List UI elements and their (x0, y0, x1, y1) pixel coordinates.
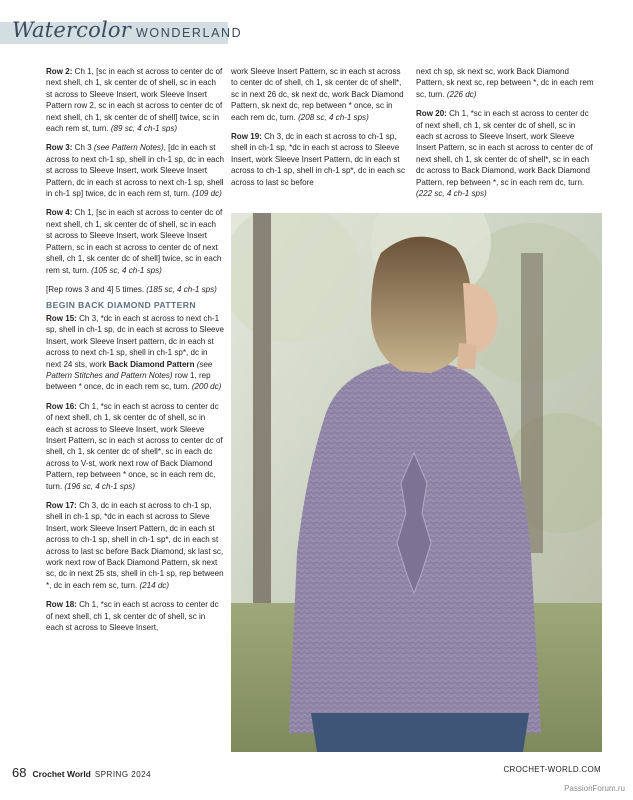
row-label: Row 4: (46, 208, 73, 218)
header-script-title: Watercolor (12, 18, 131, 42)
paragraph-row-15 (46, 313, 224, 393)
paragraph-row-19-cont (416, 66, 594, 100)
section-header (12, 18, 242, 46)
paragraph-row-20 (416, 108, 594, 199)
paragraph-repeat (46, 284, 224, 295)
stitch-count: (89 sc, 4 ch-1 sps) (110, 124, 178, 134)
row-label: Row 15: (46, 313, 77, 323)
paragraph-row-19 (231, 131, 407, 188)
row-label: Row 20: (416, 109, 447, 119)
stitch-count: (222 sc, 4 ch-1 sps) (416, 189, 487, 199)
stitch-count: (185 sc, 4 ch-1 sps) (146, 284, 217, 294)
paragraph-row-3 (46, 142, 224, 199)
note: (see Pattern Stitches and Pattern Notes) (46, 359, 213, 380)
row-text: next ch sp, sk next sc, work Back Diamond Pattern, sk next sc, rep between *, dc in each rem sc, turn. (416, 67, 594, 99)
row-text: Ch 3, dc in each st across to ch-1 sp, shell in ch-1 sp, *dc in each st across to Sleve Insert, work Sleeve Insert Pattern, dc in each st across to ch-1 sp, shell in ch-1 sp*, dc in each st across to last sc before Back Diamond, sk last sc, work next row of Back Diamond Pattern, sk next sc, dc in next 25 sts, shell in ch-1 sp, rep between *, dc in each rem sc, turn. (46, 501, 224, 590)
row-text: Ch 1, *sc in each st across to center dc of next shell, ch 1, sk center dc of shell, sc in each st across to Sleeve Insert, work Sleeve Insert Pattern, sc in each st across to center dc of next shell, ch 1, sk center dc of shell*, sc in each dc across to Back Diamond, work Back Diamond Pattern, rep between *, sc in each rem dc, turn. (416, 109, 593, 187)
stitch-count: (226 dc) (446, 89, 477, 99)
row-label: Row 2: (46, 67, 73, 76)
paragraph-row-17 (46, 500, 224, 591)
section-heading-back-diamond: BEGIN BACK DIAMOND PATTERN (46, 300, 196, 311)
header-caps-title: WONDERLAND (136, 26, 243, 40)
row-text: [Rep rows 3 and 4] 5 times. (46, 284, 147, 294)
stitch-count: (109 dc) (192, 189, 222, 199)
row-text: Ch 1, *sc in each st across to center dc of next shell, ch 1, sk center dc of shell, sc in each st across to Sleeve Insert, work Sleeve Insert Pattern, sc in each st across to center dc of shell, ch 1, sk center dc of shell*, sc in each dc across to V-st, work next row of Back Diamond Pattern, rep between * once, sc in each rem dc, turn. (46, 401, 223, 491)
row-label: Row 17: (46, 501, 77, 510)
watermark: PassionForum.ru (564, 784, 625, 793)
row-text: Ch 3, dc in each st across to ch-1 sp, shell in ch-1 sp, *dc in each st across to Sleeve Insert, work Sleeve Insert Pattern, dc in each st across to ch-1 sp, shell in ch-1 sp*, dc in each sc across to last sc before (231, 132, 405, 187)
row-text: Ch 3, *dc in each st across to next ch-1 sp, shell in ch-1 sp, dc in each st across to Sleeve Insert, work Sleeve Insert pattern, dc in each st across to next ch-1 sp, shell in ch-1 sp*, dc in next 24 sts, work (46, 313, 225, 369)
row-label: Row 3: (46, 143, 73, 153)
row-label: Row 19: (231, 132, 262, 142)
website-link: CROCHET-WORLD.COM (503, 765, 601, 774)
paragraph-row-18-cont (231, 66, 407, 123)
row-label: Row 16: (46, 401, 77, 411)
row-label: Row 18: (46, 600, 77, 610)
text-column-3 (416, 66, 594, 207)
row-text: work Sleeve Insert Pattern, sc in each st across to center dc of shell, ch 1, sk center dc of shell*, sc in next 26 dc, sk next dc, work Back Diamond Pattern, sk next dc, rep between * once, sc in each rem dc, turn. (231, 67, 404, 122)
paragraph-row-2 (46, 66, 224, 134)
row-text: Ch 1, [sc in each st across to center dc of next shell, ch 1, sk center dc of shell, sc in each st across to Sleeve Insert, work Sleeve Insert Pattern, sc in each st across to center dc of next shell, ch 1, sk center dc of shell] twice, sc in each rem st, turn. (46, 208, 223, 275)
note: (see Pattern Notes) (93, 143, 164, 153)
text-column-1 (46, 66, 224, 641)
row-text: , [dc in each st across to next ch-1 sp, shell in ch-1 sp, dc in each st across to Sleeve Insert, work Sleeve Insert Pattern, dc in each st across to next ch-1 sp, shell in ch-1 sp] twice, dc in each rem st, turn. (46, 143, 225, 199)
paragraph-row-18 (46, 599, 224, 633)
text-column-2 (231, 66, 407, 196)
paragraph-row-4 (46, 207, 224, 275)
stitch-count: (214 dc) (139, 580, 170, 590)
stitch-count: (200 dc) (191, 382, 222, 392)
pattern-name: Back Diamond Pattern (108, 359, 195, 369)
stitch-count: (208 sc, 4 ch-1 sps) (298, 112, 369, 122)
row-text: row 1, rep between * once, dc in each rem sc, turn. (46, 370, 211, 392)
page-number: 68 (12, 765, 27, 780)
row-text: Ch 1, *sc in each st across to center dc of next shell, ch 1, sk center dc of shell, sc in each st across to Sleeve Insert, (46, 600, 219, 633)
photo-illustration (231, 213, 602, 752)
stitch-count: (196 sc, 4 ch-1 sps) (64, 481, 136, 491)
magazine-name: Crochet World (32, 769, 91, 779)
paragraph-row-16 (46, 401, 224, 492)
page-footer-left (12, 765, 151, 780)
row-text: Ch 1, [sc in each st across to center dc of next shell, ch 1, sk center dc of shell, sc in each st across to Sleeve Insert, work Sleeve Insert Pattern row 2, sc in each st across to center dc of next shell, ch 1, sk center dc of shell] twice, sc in each rem st, turn. (46, 67, 223, 134)
row-text: Ch 3 (72, 143, 94, 153)
stitch-count: (105 sc, 4 ch-1 sps) (91, 265, 162, 275)
issue-label: SPRING 2024 (94, 770, 152, 779)
sweater-photo (231, 213, 602, 752)
